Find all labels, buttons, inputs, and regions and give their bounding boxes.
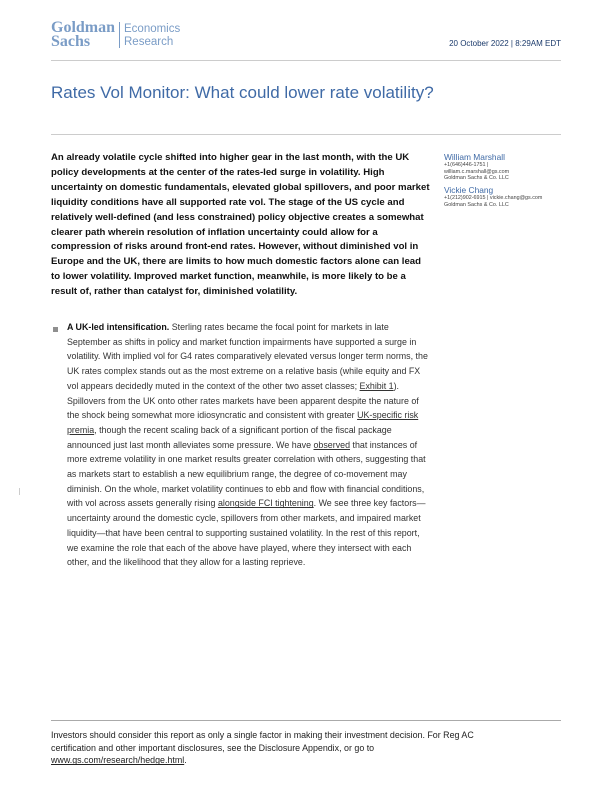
- report-date: 20 October 2022 | 8:29AM EDT: [449, 39, 561, 48]
- author-firm: Goldman Sachs & Co. LLC: [444, 201, 509, 208]
- footer-rule: [51, 720, 561, 721]
- author-name[interactable]: Vickie Chang: [444, 185, 494, 196]
- observed-link[interactable]: observed: [313, 439, 351, 450]
- authors-panel: [444, 152, 564, 212]
- title-rule: [51, 134, 561, 135]
- dept-line-1: Economics: [124, 23, 181, 35]
- author-contact[interactable]: +1(212)902-6915 | vickie.chang@gs.com: [444, 195, 543, 202]
- disclosure-footer: [51, 729, 491, 767]
- author-vickie-chang: [444, 185, 564, 208]
- author-firm: Goldman Sachs & Co. LLC: [444, 175, 509, 182]
- footer-text: Investors should consider this report as only a single factor in making their investment decision. For Reg AC certification and other important disclosures, see the Disclosure Appendix, or go to: [51, 730, 474, 753]
- author-william-marshall: [444, 152, 564, 182]
- summary-paragraph: An already volatile cycle shifted into higher gear in the last month, with the UK policy developments at the center of the rates-led surge in volatility. High uncertainty on domestic fundamentals, elevated global spillovers, and poor market liquidity conditions have all supported rate vol. The stage of the US cycle and relatively well-defined (and less constrained) policy objective creates a somewhat clearer path wherein resolution of inflation uncertainty could allow for a compression of risks around front-end rates. However, without diminished vol in Europe and the UK, there are limits to how much domestic factors alone can lead to lower volatility. Improved market function, meanwhile, is more likely to be a result of, rather than catalyst for, diminished volatility.: [51, 152, 430, 298]
- exhibit-1-link[interactable]: Exhibit 1: [359, 380, 394, 391]
- dept-line-2: Research: [124, 36, 174, 48]
- bullet-lead: A UK-led intensification.: [67, 322, 170, 332]
- footer-end: .: [184, 755, 187, 766]
- goldman-sachs-logo: [51, 21, 115, 49]
- logo-divider: [119, 22, 120, 48]
- report-title: Rates Vol Monitor: What could lower rate volatility?: [51, 83, 434, 102]
- bullet-text: . We see three key factors—uncertainty around the domestic cycle, spillovers from other markets, and impaired market liquidity—that have been central to supporting sustained volatility. In the rest of this report, we examine the role that each of the above have played, where they intersect with each other, and the likelihood that they allow for a lasting reprieve.: [67, 498, 426, 568]
- bullet-text: , though the recent scaling back of a significant portion of the fiscal package announced just last month alleviates some pressure. We have: [67, 424, 392, 450]
- uk-risk-premia-link[interactable]: UK-specific risk premia: [67, 410, 419, 435]
- author-name[interactable]: William Marshall: [444, 152, 505, 162]
- header-rule: [51, 60, 561, 61]
- margin-mark: [19, 488, 20, 495]
- hedge-link[interactable]: www.gs.com/research/hedge.html: [51, 755, 185, 766]
- fci-tightening-link[interactable]: alongside FCI tightening: [217, 498, 314, 509]
- department-label: [124, 23, 180, 49]
- logo-line-1: Goldman: [51, 19, 116, 36]
- bullet-text: ). Spillovers from the UK onto other rates markets have been apparent despite the nature of the shock being somewhat more idiosyncratic and consistent with greater: [67, 380, 419, 421]
- logo-line-2: Sachs: [51, 33, 91, 50]
- bullet-paragraph: [67, 320, 429, 570]
- bullet-text: that instances of more extreme volatility in one market results greater correlation with others, suggesting that as markets start to establish a new equilibrium range, the degree of co-movement may diminish. On the whole, market volatility continues to ebb and flow with financial conditions, with vol across assets generally rising: [67, 439, 426, 509]
- author-email[interactable]: william.c.marshall@gs.com: [444, 168, 510, 175]
- bullet-text: Sterling rates became the focal point for markets in late September as shifts in policy and market function impairments have supported a surge in volatility. With implied vol for G4 rates comparatively elevated versus longer term norms, the UK rates complex stands out as the most extreme on a relative basis (while equity and FX vol appears decidedly muted in the context of the other two asset classes;: [67, 322, 428, 391]
- bullet-square-icon: [53, 327, 58, 332]
- author-phone: +1(646)446-1751 |: [444, 162, 489, 168]
